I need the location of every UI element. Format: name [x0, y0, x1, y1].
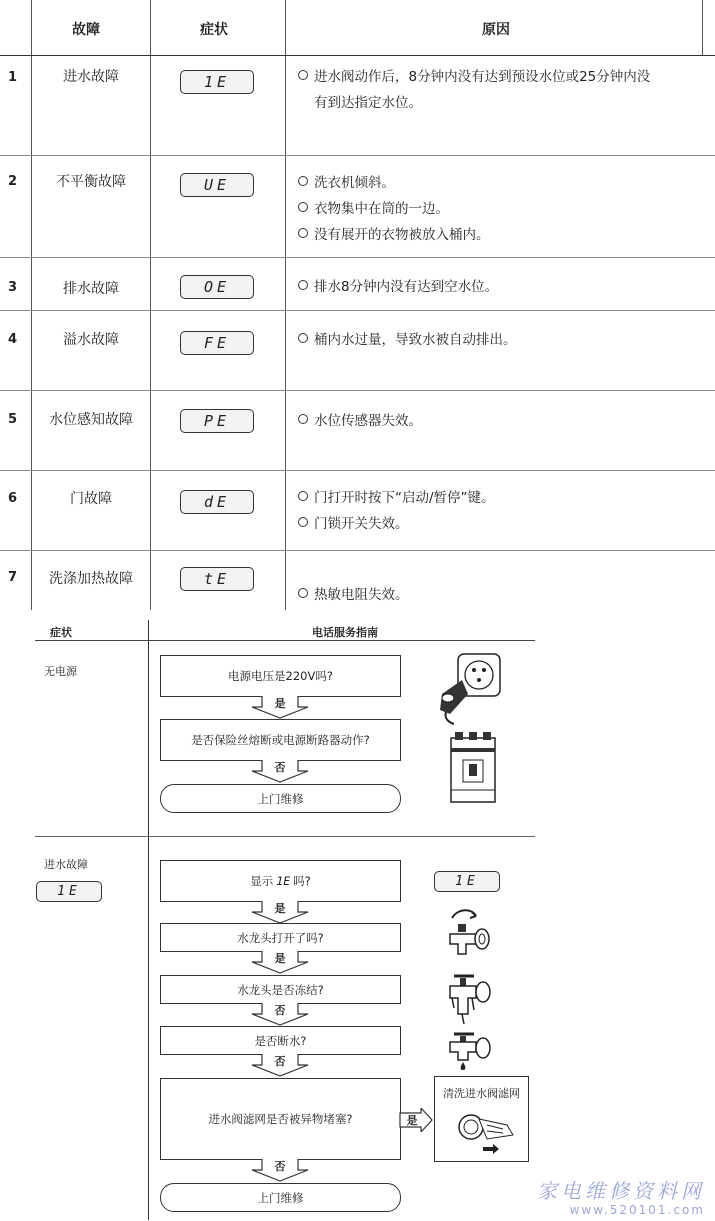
- flow-question-box: 显示 1E 吗?: [160, 860, 401, 902]
- fault-name: 进水故障: [63, 69, 119, 85]
- table-divider: [0, 310, 715, 311]
- error-code-display: UE: [180, 173, 254, 197]
- error-code-display: FE: [180, 331, 254, 355]
- flow-symptom-label: 进水故障: [44, 858, 88, 871]
- fault-name: 水位感知故障: [49, 412, 133, 428]
- fault-name: 洗涤加热故障: [49, 571, 133, 587]
- fault-name: 不平衡故障: [56, 174, 126, 190]
- flow-arrow-no: 否: [250, 1158, 310, 1182]
- bullet-icon: [298, 414, 308, 424]
- bullet-icon: [298, 517, 308, 527]
- table-divider: [702, 0, 703, 55]
- flow-question-box: 电源电压是220V吗?: [160, 655, 401, 697]
- error-code-display: 1E: [434, 871, 500, 892]
- bullet-icon: [298, 588, 308, 598]
- flow-arrow-yes: 是: [250, 900, 310, 924]
- cause-list: 洗衣机倾斜。 衣物集中在筒的一边。 没有展开的衣物被放入桶内。: [298, 170, 708, 248]
- error-code-display: 1E: [36, 881, 102, 902]
- faucet-open-icon: [446, 908, 492, 964]
- flow-arrow-yes: 是: [250, 950, 310, 974]
- row-number: 5: [8, 412, 18, 427]
- row-number: 2: [8, 174, 18, 189]
- bullet-icon: [298, 280, 308, 290]
- bullet-icon: [298, 228, 308, 238]
- table-divider: [0, 390, 715, 391]
- cause-list: 进水阀动作后，8分钟内没有达到预设水位或25分钟内没 有到达指定水位。: [298, 64, 708, 116]
- error-code-display: dE: [180, 490, 254, 514]
- watermark-title: 家电维修资料网: [537, 1179, 705, 1203]
- fault-table: [0, 0, 715, 610]
- table-divider: [0, 257, 715, 258]
- cause-list: 桶内水过量，导致水被自动排出。: [298, 327, 708, 353]
- bullet-icon: [298, 491, 308, 501]
- flow-question-box: 水龙头是否冻结?: [160, 975, 401, 1004]
- flow-question-box: 是否保险丝熔断或电源断路器动作?: [160, 719, 401, 761]
- table-divider: [0, 470, 715, 471]
- bullet-icon: [298, 70, 308, 80]
- table-divider: [0, 55, 715, 56]
- flow-divider: [148, 620, 149, 1220]
- flow-question-box: 是否断水?: [160, 1026, 401, 1055]
- cause-list: 门打开时按下“启动/暂停”键。 门锁开关失效。: [298, 485, 708, 537]
- circuit-breaker-icon: [445, 730, 501, 806]
- cause-list: 水位传感器失效。: [298, 408, 708, 434]
- row-number: 3: [8, 280, 18, 295]
- flow-question-box: 进水阀滤网是否被异物堵塞?: [160, 1078, 401, 1160]
- header-fault: 故障: [72, 22, 100, 38]
- error-code-display: tE: [180, 567, 254, 591]
- error-code-display: PE: [180, 409, 254, 433]
- error-code-display: OE: [180, 275, 254, 299]
- flow-end-box: 上门维修: [160, 1183, 401, 1212]
- inline-error-code: 1E: [276, 874, 291, 888]
- flow-arrow-no: 否: [250, 1053, 310, 1077]
- fault-name: 门故障: [70, 491, 112, 507]
- fault-name: 溢水故障: [63, 332, 119, 348]
- flow-arrow-no: 否: [250, 1002, 310, 1026]
- table-divider: [0, 550, 715, 551]
- flow-divider: [35, 836, 535, 837]
- row-number: 7: [8, 570, 18, 585]
- bullet-icon: [298, 333, 308, 343]
- header-cause: 原因: [482, 22, 510, 38]
- filter-cleaning-icon: [447, 1105, 517, 1155]
- bullet-icon: [298, 202, 308, 212]
- table-divider: [285, 0, 286, 610]
- flow-question-box: 水龙头打开了吗?: [160, 923, 401, 952]
- header-symptom: 症状: [200, 22, 228, 38]
- table-divider: [0, 155, 715, 156]
- bullet-icon: [298, 176, 308, 186]
- cause-list: 排水8分钟内没有达到空水位。: [298, 274, 708, 300]
- flow-arrow-yes: 是: [250, 695, 310, 719]
- power-plug-icon: [432, 650, 504, 726]
- fault-name: 排水故障: [63, 281, 119, 297]
- faucet-frozen-icon: [446, 970, 492, 1026]
- flow-header-guide: 电话服务指南: [312, 626, 378, 639]
- watermark-url: www.520101.com: [569, 1203, 705, 1217]
- flow-arrow-side-yes: 是: [399, 1108, 433, 1132]
- table-divider: [150, 0, 151, 610]
- flow-arrow-no: 否: [250, 759, 310, 783]
- row-number: 1: [8, 70, 18, 85]
- cause-list: 热敏电阻失效。: [298, 582, 708, 608]
- table-divider: [31, 0, 32, 610]
- flow-divider: [35, 640, 535, 641]
- error-code-display: 1E: [180, 70, 254, 94]
- row-number: 4: [8, 332, 18, 347]
- flow-header-symptom: 症状: [50, 626, 72, 639]
- flow-action-box: 清洗进水阀滤网: [434, 1076, 529, 1162]
- flow-symptom-label: 无电源: [44, 665, 77, 678]
- row-number: 6: [8, 491, 18, 506]
- flow-end-box: 上门维修: [160, 784, 401, 813]
- faucet-dripping-icon: [446, 1030, 492, 1072]
